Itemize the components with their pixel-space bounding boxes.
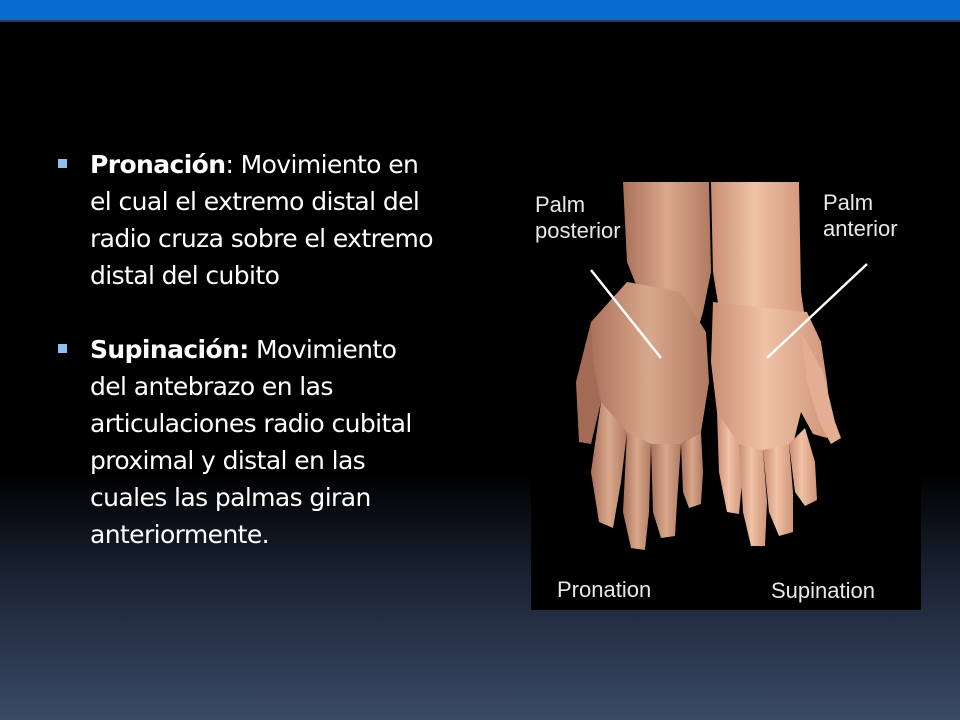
bullet-text: : Movimiento en el cual el extremo distal del radio cruza sobre el extremo distal del cubito bbox=[90, 150, 433, 290]
bullet-supinacion bbox=[58, 331, 438, 553]
bullet-term: Supinación: bbox=[90, 335, 249, 364]
hands-illustration bbox=[531, 182, 921, 610]
pronation-caption: Pronation bbox=[557, 577, 652, 602]
palm-anterior-label bbox=[823, 190, 919, 242]
bullet-square-icon bbox=[58, 159, 67, 168]
bullet-list bbox=[58, 146, 438, 553]
bullet-pronacion bbox=[58, 146, 438, 294]
pronation-supination-figure bbox=[531, 182, 921, 610]
label-line: Palm bbox=[535, 192, 586, 217]
supinated-hand bbox=[711, 182, 841, 546]
label-line: posterior bbox=[535, 218, 621, 243]
bullet-term: Pronación bbox=[90, 150, 226, 179]
label-line: anterior bbox=[823, 216, 898, 241]
bullet-square-icon bbox=[58, 344, 67, 353]
bullet-text: Movimiento del antebrazo en las articulaciones radio cubital proximal y distal en las cuales las palmas giran anteriormente. bbox=[90, 335, 412, 549]
supination-caption: Supination bbox=[771, 578, 875, 603]
palm-posterior-label bbox=[535, 192, 655, 244]
top-accent-bar bbox=[0, 0, 960, 22]
label-line: Palm bbox=[823, 190, 874, 215]
